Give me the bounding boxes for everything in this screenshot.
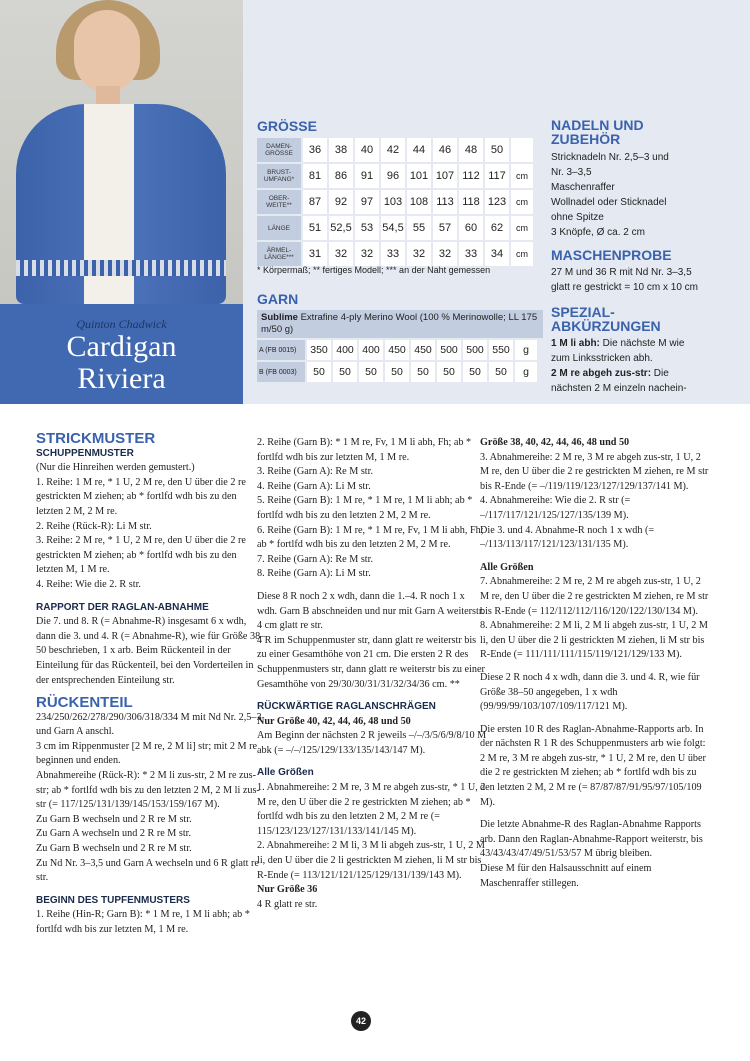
gauge-text: 27 M und 36 R mit Nd Nr. 3–3,5 glatt re gestrickt = 10 cm x 10 cm	[551, 267, 698, 293]
size-row: OBER-WEITE** 87 92 97 103 108 113 118 123 cm	[257, 189, 534, 215]
size-heading: GRÖSSE	[257, 118, 317, 134]
column-1: STRICKMUSTER SCHUPPENMUSTER (Nur die Hinreihen werden gemustert.) 1. Reihe: 1 M re, * 1 U, 2 M re, den U über die 2 re gestrickten M ziehen; ab * fortlfd wdh bis zu den letzten 2 M, 2 M re. 2. Reihe (Rück-R): Li M str. 3. Reihe: 2 M re, * 1 U, 2 M re, den U über die 2 re gestrickten M ziehen; ab * fortlfd wdh bis zu den letzten M, 1 M re. 4. Reihe: Wie die 2. R str. RAPPORT DER RAGLAN-ABNAHME Die 7. und 8. R (= Abnahme-R) insgesamt 6 x wdh, dann die 3. und 4. R (= Abnahme-R), wie für Größe 38–50 beschrieben, 1 x arb. Beim Rückenteil in der Einteilung für das Rückenteil, bei den Vorderteilen in der entsprechenden Einteilung str. RÜCKENTEIL 234/250/262/278/290/306/318/334 M mit Nd Nr. 2,5–3 und Garn A anschl. 3 cm im Rippenmuster [2 M re, 2 M li] str; mit 2 M re beginnen und enden. Abnahmereihe (Rück-R): * 2 M li zus-str, 2 M re zus-str; ab * fortlfd wdh bis zu den letzten 2 M, 2 M li zus-str (= 117/125/131/139/145/153/159/167 M). Zu Garn B wechseln und 2 R re M str. Zu Garn A wechseln und 2 R re M str. Zu Garn B wechseln und 2 R re M str. Zu Nd Nr. 3–3,5 und Garn A wechseln und 6 R glatt re str. BEGINN DES TUPFENMUSTERS 1. Reihe (Hin-R; Garn B): * 1 M re, 1 M li abh; ab * fortlfd wdh bis zur letzten M, 1 M re.	[36, 430, 266, 935]
column-3: Größe 38, 40, 42, 44, 46, 48 und 50 3. Abnahmereihe: 2 M re, 3 M re abgeh zus-str, 1 U, 2 M re, den U über die 2 re gestrickten M ziehen, re M str bis R-Ende (= –/119/119/123/127/129/137/141 M). 4. Abnahmereihe: Wie die 2. R str (= –/117/117/121/125/127/135/139 M). Die 3. und 4. Abnahme-R noch 1 x wdh (= –/113/113/117/121/123/131/135 M). Alle Größen 7. Abnahmereihe: 2 M re, 2 M re abgeh zus-str, 1 U, 2 M re, den U über die 2 re gestrickten M ziehen, re M str bis R-Ende (= 112/112/112/116/120/122/130/134 M). 8. Abnahmereihe: 2 M li, 2 M li abgeh zus-str, 1 U, 2 M li, den U über die 2 li gestrickten M ziehen, li M str bis R-Ende (= 111/111/111/115/119/121/129/133 M). Diese 2 R noch 4 x wdh, dann die 3. und 4. R, wie für Größe 38–50 angegeben, 1 x wdh (99/99/99/103/107/109/117/121 M). Die ersten 10 R des Raglan-Abnahme-Rapports arb. In der nächsten R 1 R des Schuppenmusters arb wie folgt: 2 M re, 3 M re abgeh zus-str, * 1 U, 2 M re, den U über die 2 re gestrickten M ziehen; ab * fortlfd wdh bis zu den letzten 2 M, 2 M re (= 87/87/87/91/95/97/105/109 M). Die letzte Abnahme-R des Raglan-Abnahme Rapports arb. Dann den Raglan-Abnahme-Rapport weiterstr, bis 43/43/43/47/49/51/53/57 M übrig bleiben. Diese M für den Halsausschnitt auf einem Maschenraffer stillegen.	[480, 437, 709, 889]
yarn-row: A (FB 0015) 350 400 400 450 450 500 500 550 g	[257, 340, 538, 361]
column-2: 2. Reihe (Garn B): * 1 M re, Fv, 1 M li abh, Fh; ab * fortlfd wdh bis zur letzten M, 1 M re. 3. Reihe (Garn A): Re M str. 4. Reihe (Garn A): Li M str. 5. Reihe (Garn B): 1 M re, * 1 M re, 1 M li abh; ab * fortlfd wdh bis zu den letzten 2 M, 2 M re. 6. Reihe (Garn B): 1 M re, * 1 M re, Fv, 1 M li abh, Fh; ab * fortlfd wdh bis zu den letzten 2 M, 2 M re. 7. Reihe (Garn A): Re M str. 8. Reihe (Garn A): Li M str. Diese 8 R noch 2 x wdh, dann die 1.–4. R noch 1 x wdh. Garn B abschneiden und nur mit Garn A weiterstr. 4 cm glatt re str. 4 R im Schuppenmuster str, dann glatt re weiterstr bis zu einer Gesamthöhe von 21 cm. Die ersten 2 R des Schuppenmusters str, dann glatt re weiterstr bis zu einer Gesamthöhe von 29/30/30/31/31/32/34/36 cm. ** RÜCKWÄRTIGE RAGLANSCHRÄGEN Nur Größe 40, 42, 44, 46, 48 und 50 Am Beginn der nächsten 2 R jeweils –/–/3/5/6/9/8/10 M abk (= –/–/125/129/133/135/143/147 M). Alle Größen 1. Abnahmereihe: 2 M re, 3 M re abgeh zus-str, * 1 U, 2 M re, den U über die 2 re gestrickten M ziehen; ab * fortlfd wdh bis zu den letzten 2 M, 2 M re (= 115/123/123/127/131/133/141/145 M). 2. Abnahmereihe: 2 M li, 3 M li abgeh zus-str, 1 U, 2 M li, den U über die 2 li gestrickten M ziehen, li M str bis R-Ende (= 113/121/121/125/129/131/139/143 M). Nur Größe 36 4 R glatt re str.	[257, 437, 487, 910]
designer-name: Quinton Chadwick	[76, 317, 167, 331]
strickmuster-heading: STRICKMUSTER	[36, 430, 156, 447]
model-photo	[0, 0, 243, 304]
rueckenteil-heading: RÜCKENTEIL	[36, 694, 133, 712]
size-row: DAMEN-GRÖSSE 36 38 40 42 44 46 48 50	[257, 138, 534, 163]
yarn-table	[257, 340, 539, 384]
gauge-heading: MASCHENPROBE	[551, 247, 672, 263]
pattern-title-line2: Riviera	[77, 362, 166, 395]
abbrev-heading: SPEZIAL- ABKÜRZUNGEN	[551, 304, 661, 334]
size-row: BRUST-UMFANG* 81 86 91 96 101 107 112 117 cm	[257, 163, 534, 189]
size-row: ÄRMEL-LÄNGE*** 31 32 32 33 32 32 33 34 cm	[257, 241, 534, 267]
yarn-heading: GARN	[257, 291, 299, 307]
yarn-details: Extrafine 4-ply Merino Wool (100 % Merinowolle; LL 175 m/50 g)	[261, 312, 538, 335]
page-number: 42	[351, 1011, 371, 1031]
yarn-description	[257, 310, 543, 338]
abbrev-list: 1 M li abh: Die nächste M wie zum Linksstricken abh. 2 M re abgeh zus-str: Die nächsten 2 M einzeln nachein-	[551, 338, 687, 394]
yarn-row: B (FB 0003) 50 50 50 50 50 50 50 50 g	[257, 361, 538, 383]
size-footnote: * Körpermaß; ** fertiges Modell; *** an der Naht gemessen	[257, 265, 491, 275]
pattern-title: Cardigan	[66, 330, 177, 363]
needles-heading: NADELN UND ZUBEHÖR	[551, 117, 644, 147]
size-table	[257, 138, 535, 268]
needles-list: Stricknadeln Nr. 2,5–3 und Nr. 3–3,5 Maschenraffer Wollnadel oder Sticknadel ohne Spitze 3 Knöpfe, Ø ca. 2 cm	[551, 152, 669, 238]
size-row: LÄNGE 51 52,5 53 54,5 55 57 60 62 cm	[257, 215, 534, 241]
yarn-brand: Sublime	[261, 312, 298, 323]
